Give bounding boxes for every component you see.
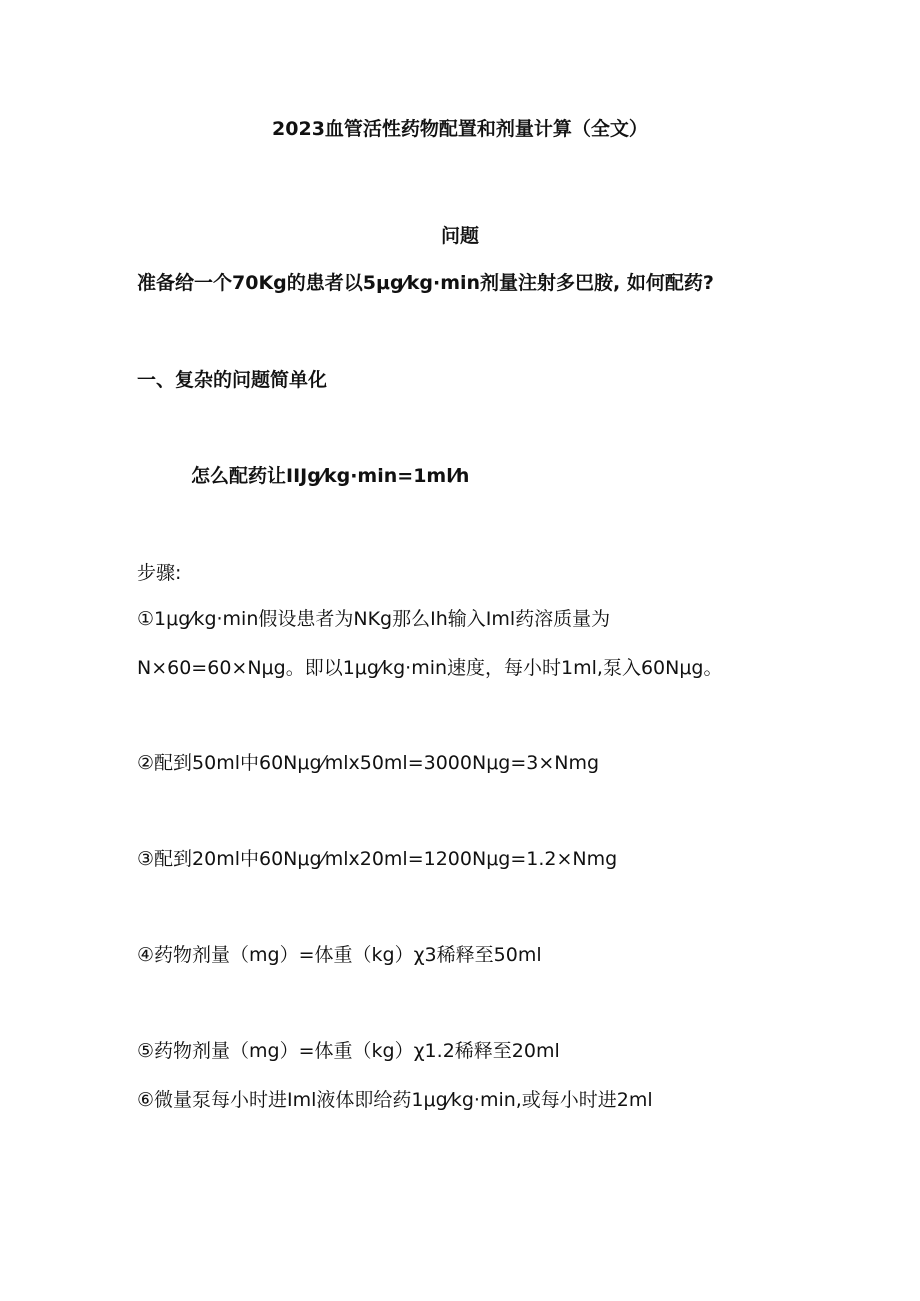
step-4: ④药物剂量（mg）=体重（kg）χ3稀释至50ml: [137, 944, 542, 966]
steps-label: 步骤:: [137, 562, 182, 584]
step-2: ②配到50ml中60Nμg⁄mlx50ml=3000Nμg=3×Nmg: [137, 752, 600, 774]
question-text: 准备给一个70Kg的患者以5μg⁄kg·min剂量注射多巴胺, 如何配药?: [137, 272, 714, 294]
step-5: ⑤药物剂量（mg）=体重（kg）χ1.2稀释至20ml: [137, 1040, 560, 1062]
step-1-line-2: N×60=60×Nμg。即以1μg⁄kg·min速度，每小时1ml,泵入60Nμg。: [137, 657, 723, 679]
step-3: ③配到20ml中60Nμg⁄mlx20ml=1200Nμg=1.2×Nmg: [137, 848, 618, 870]
section-label: 问题: [440, 225, 479, 247]
step-1-line-1: ①1μg⁄kg·min假设患者为NKg那么Ih输入Iml药溶质量为: [137, 608, 611, 630]
document-title: 2023血管活性药物配置和剂量计算（全文）: [272, 118, 648, 140]
subheading-formula: 怎么配药让IIJg⁄kg·min=1ml⁄h: [191, 465, 470, 487]
step-6: ⑥微量泵每小时进Iml液体即给药1μg⁄kg·min,或每小时进2ml: [137, 1089, 653, 1111]
heading-simplify: 一、复杂的问题简单化: [137, 369, 328, 391]
